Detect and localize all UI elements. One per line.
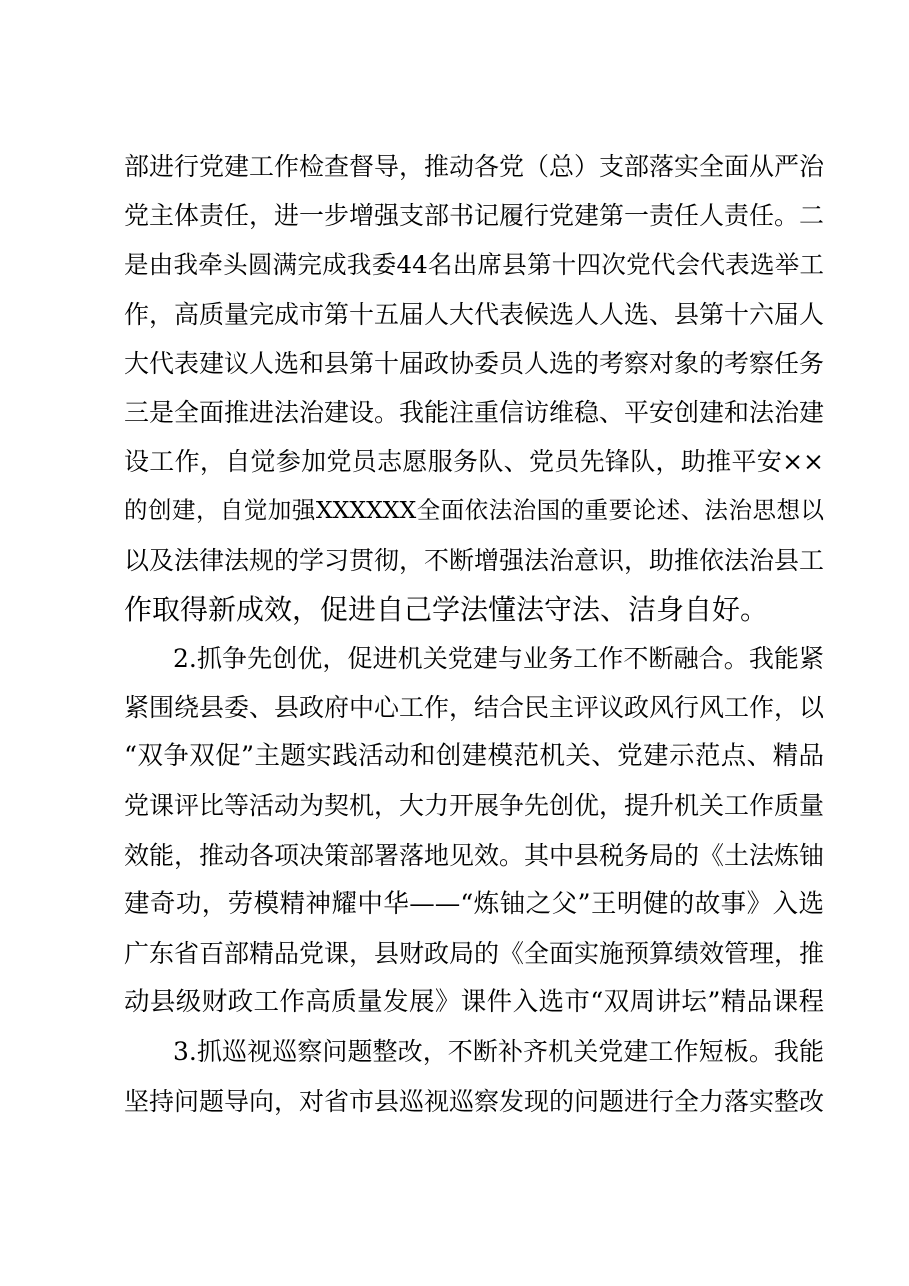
text-line: 作，高质量完成市第十五届人大代表候选人人选、县第十六届人 — [124, 299, 825, 329]
text-line: 坚持问题导向，对省市县巡视巡察发现的问题进行全力落实整改 — [124, 1086, 825, 1116]
text-line: 的创建，自觉加强XXXXXX全面依法治国的重要论述、法治思想以 — [124, 496, 824, 525]
text-line: 3.抓巡视巡察问题整改，不断补齐机关党建工作短板。我能 — [173, 1037, 824, 1067]
text-line: 作取得新成效，促进自己学法懂法守法、洁身自好。 — [124, 592, 769, 626]
text-line: 以及法律法规的学习贯彻，不断增强法治意识，助推依法治县工 — [124, 545, 825, 575]
body-text — [124, 142, 824, 1126]
text-line: 党课评比等活动为契机，大力开展争先创优，提升机关工作质量 — [124, 791, 825, 821]
text-line: 是由我牵头圆满完成我委44名出席县第十四次党代会代表选举工 — [124, 250, 824, 280]
text-line: 紧围绕县委、县政府中心工作，结合民主评议政风行风工作，以 — [124, 693, 825, 723]
text-line: 效能，推动各项决策部署落地见效。其中县税务局的《土法炼铀 — [124, 840, 825, 870]
text-line: 三是全面推进法治建设。我能注重信访维稳、平安创建和法治建 — [124, 397, 825, 427]
text-line: 广东省百部精品党课，县财政局的《全面实施预算绩效管理，推 — [124, 939, 825, 968]
text-line: 党主体责任，进一步增强支部书记履行党建第一责任人责任。二 — [124, 201, 825, 231]
text-line: 部进行党建工作检查督导，推动各党（总）支部落实全面从严治 — [124, 152, 825, 181]
text-line: 设工作，自觉参加党员志愿服务队、党员先锋队，助推平安×× — [124, 447, 824, 477]
text-line: 2.抓争先创优，促进机关党建与业务工作不断融合。我能紧 — [173, 643, 824, 673]
text-line: 建奇功，劳模精神耀中华——“炼铀之父”王明健的故事》入选 — [124, 888, 824, 919]
text-line: 动县级财政工作高质量发展》课件入选市“双周讲坛”精品课程 — [124, 987, 824, 1018]
text-line: 大代表建议人选和县第十届政协委员人选的考察对象的考察任务 — [124, 348, 825, 378]
text-line: “双争双促”主题实践活动和创建模范机关、党建示范点、精品 — [124, 741, 824, 772]
